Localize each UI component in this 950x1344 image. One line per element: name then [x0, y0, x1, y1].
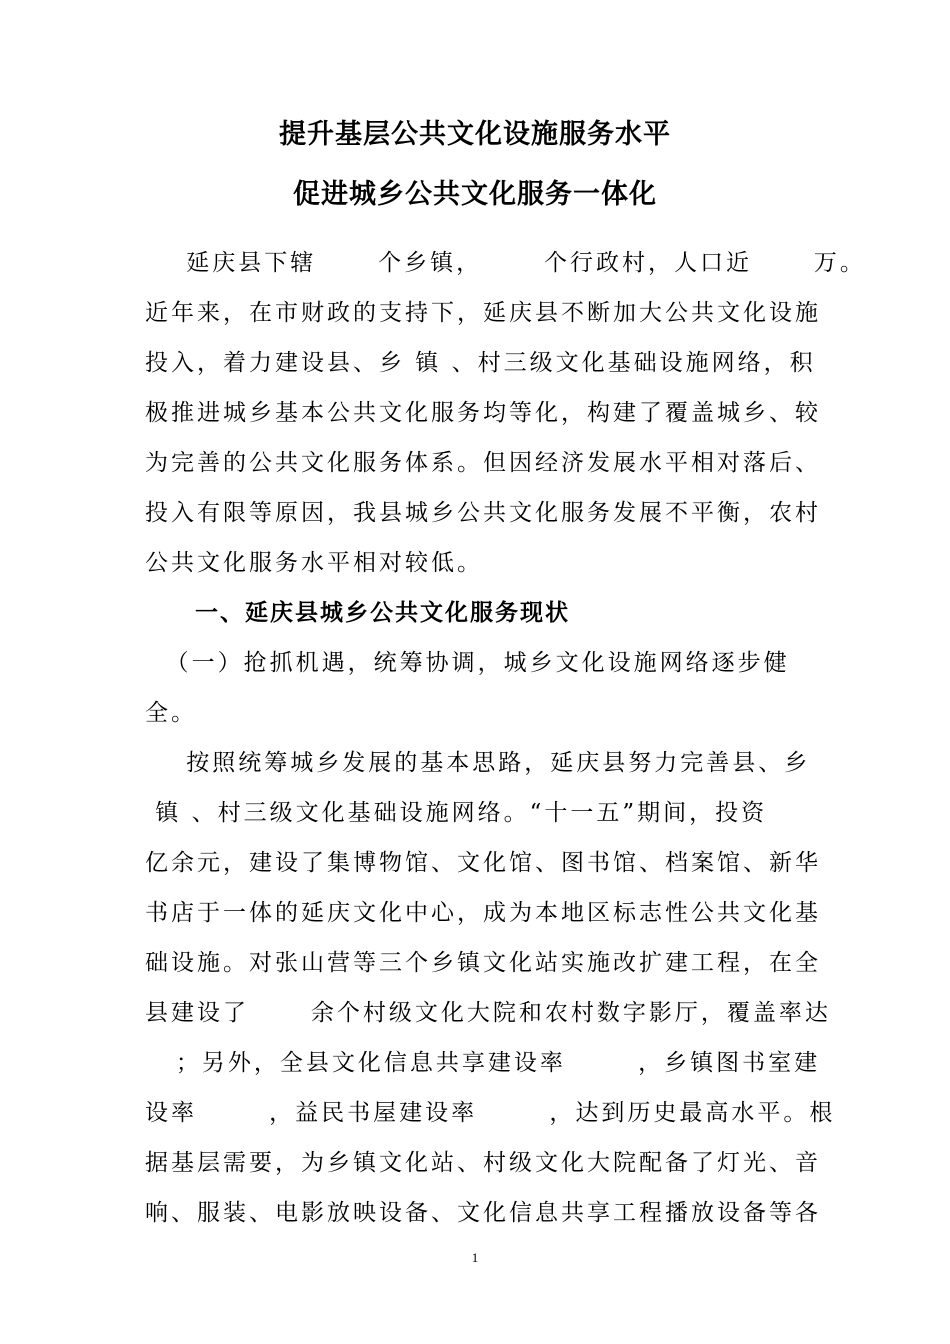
body-line: ；另外，全县文化信息共享建设率 ，乡镇图书室建	[145, 1050, 821, 1076]
body-line: 投入有限等原因，我县城乡公共文化服务发展不平衡，农村	[145, 500, 821, 526]
body-line: 设率 ，益民书屋建设率 ，达到历史最高水平。根	[145, 1100, 836, 1126]
page-number: 1	[471, 1250, 479, 1265]
body-line: 亿余元，建设了集博物馆、文化馆、图书馆、档案馆、新华	[145, 850, 821, 876]
body-line: 为完善的公共文化服务体系。但因经济发展水平相对落后、	[145, 450, 821, 476]
body-line: 投入，着力建设县、乡 镇 、村三级文化基础设施网络，积	[145, 350, 816, 376]
title-line-1: 提升基层公共文化设施服务水平	[279, 119, 671, 150]
body-line: 镇 、村三级文化基础设施网络。“十一五”期间，投资	[145, 800, 768, 826]
title-line-2: 促进城乡公共文化服务一体化	[293, 179, 657, 210]
body-line: 公共文化服务水平相对较低。	[145, 550, 483, 576]
body-line: 极推进城乡基本公共文化服务均等化，构建了覆盖城乡、较	[145, 400, 821, 426]
body-line: 按照统筹城乡发展的基本思路，延庆县努力完善县、乡	[145, 750, 811, 776]
body-line: 础设施。对张山营等三个乡镇文化站实施改扩建工程，在全	[145, 950, 821, 976]
body-line: 县建设了 余个村级文化大院和农村数字影厅，覆盖率达	[145, 1000, 831, 1026]
body-line: 全。	[145, 700, 197, 726]
body-line: 书店于一体的延庆文化中心，成为本地区标志性公共文化基	[145, 900, 821, 926]
section-heading: 一、延庆县城乡公共文化服务现状	[195, 600, 570, 626]
subsection-heading: （一）抢抓机遇，统筹协调，城乡文化设施网络逐步健	[145, 650, 790, 676]
body-line: 近年来，在市财政的支持下，延庆县不断加大公共文化设施	[145, 300, 821, 326]
body-line: 据基层需要，为乡镇文化站、村级文化大院配备了灯光、音	[145, 1150, 821, 1176]
body-line: 响、服装、电影放映设备、文化信息共享工程播放设备等各	[145, 1200, 821, 1226]
body-line: 延庆县下辖 个乡镇， 个行政村，人口近 万。	[145, 250, 866, 276]
